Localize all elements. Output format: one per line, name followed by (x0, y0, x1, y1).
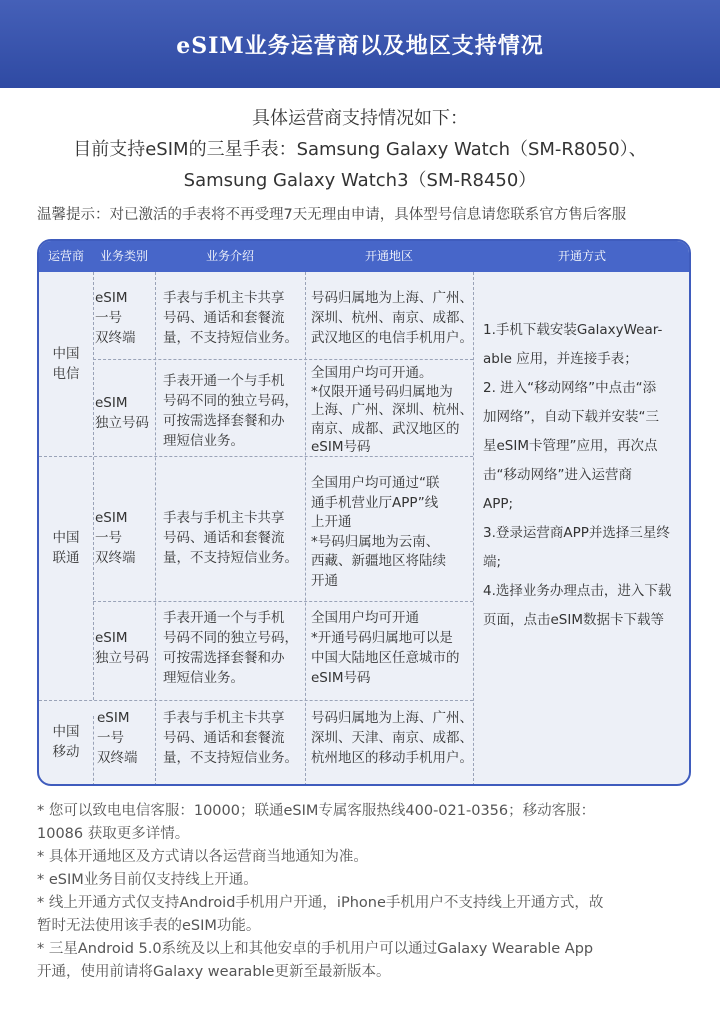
header-intro: 业务介绍 (205, 249, 254, 263)
grid-line (155, 272, 156, 786)
region-cell: 全国用户均可通过“联 通手机营业厅APP”线 上开通 *号码归属地为云南、 西藏、新疆地区将陆续 开通 (311, 475, 446, 589)
footnote-line: * 线上开通方式仅支持Android手机用户开通，iPhone手机用户不支持线上开通方式，故 (37, 895, 604, 911)
category-cell: eSIM 独立号码 (95, 630, 149, 666)
intro-cell: 手表与手机主卡共享 号码、通话和套餐流 量，不支持短信业务。 (163, 710, 298, 766)
footnote-line: 10086 获取更多详情。 (37, 826, 190, 842)
method-line: 加网络”，自动下载并安装“三 (483, 409, 659, 425)
footnote-line: * 您可以致电电信客服：10000；联通eSIM专属客服热线400-021-0356；移动客服： (37, 803, 596, 819)
activation-method (473, 272, 691, 786)
intro-heading: 具体运营商支持情况如下： (252, 108, 468, 129)
warm-tip: 温馨提示：对已激活的手表将不再受理7天无理由申请，具体型号信息请您联系官方售后客服 (37, 207, 627, 223)
method-line: 2. 进入“移动网络”中点击“添 (483, 380, 657, 396)
grid-line (305, 272, 306, 786)
region-cell: 号码归属地为上海、广州、 深圳、天津、南京、成都、 杭州地区的移动手机用户。 (311, 710, 473, 766)
page-title: eSIM业务运营商以及地区支持情况 (176, 32, 544, 59)
intro-watch-line-2: Samsung Galaxy Watch3（SM-R8450） (183, 170, 537, 191)
operator-table (37, 239, 691, 786)
category-cell: eSIM 独立号码 (95, 395, 149, 431)
footnote-line: * 具体开通地区及方式请以各运营商当地通知为准。 (37, 849, 368, 865)
intro-cell: 手表开通一个与手机 号码不同的独立号码， 可按需选择套餐和办 理短信业务。 (163, 373, 298, 449)
operator-mobile: 中国 移动 (52, 724, 80, 760)
category-cell: eSIM 一号 双终端 (95, 510, 136, 566)
region-cell: 全国用户均可开通 *开通号码归属地可以是 中国大陆地区任意城市的 eSIM号码 (311, 610, 460, 686)
header-category: 业务类别 (99, 249, 148, 263)
method-line: 4.选择业务办理点击，进入下载 (483, 583, 672, 599)
method-line: able 应用，并连接手表； (483, 351, 638, 367)
intro-cell: 手表与手机主卡共享 号码、通话和套餐流 量，不支持短信业务。 (163, 510, 298, 566)
method-line: 星eSIM卡管理”应用，再次点 (483, 438, 658, 454)
table-header (39, 241, 691, 272)
footnote-line: * 三星Android 5.0系统及以上和其他安卓的手机用户可以通过Galaxy Wearable App (37, 941, 594, 957)
method-line: 端; (483, 554, 502, 570)
method-line: 3.登录运营商APP并选择三星终 (483, 525, 670, 541)
header-region: 开通地区 (364, 249, 413, 263)
footnote-line: 暂时无法使用该手表的eSIM功能。 (37, 918, 261, 934)
method-line: 页面，点击eSIM数据卡下载等 (483, 612, 665, 628)
region-cell: 号码归属地为上海、广州、 深圳、杭州、南京、成都、 武汉地区的电信手机用户。 (311, 290, 473, 346)
intro-cell: 手表开通一个与手机 号码不同的独立号码， 可按需选择套餐和办 理短信业务。 (163, 610, 298, 686)
grid-line (93, 716, 94, 786)
method-line: APP; (483, 496, 514, 512)
header-operator: 运营商 (47, 249, 84, 263)
category-cell: eSIM 一号 双终端 (97, 710, 138, 766)
method-line: 击“移动网络”进入运营商 (483, 467, 632, 483)
grid-line (93, 272, 94, 700)
method-line: 1.手机下载安装GalaxyWear- (483, 322, 663, 338)
region-cell: 全国用户均可开通。 *仅限开通号码归属地为 上海、广州、深圳、杭州、 南京、成都、武汉地区的 eSIM号码 (311, 365, 473, 455)
operator-telecom: 中国 电信 (52, 346, 80, 382)
title-banner (0, 0, 720, 88)
grid-line (93, 601, 473, 602)
intro-cell: 手表与手机主卡共享 号码、通话和套餐流 量，不支持短信业务。 (163, 290, 298, 346)
footnote-line: 开通，使用前请将Galaxy wearable更新至最新版本。 (37, 964, 391, 980)
footnote-line: * eSIM业务目前仅支持线上开通。 (37, 872, 258, 888)
grid-line (39, 700, 473, 701)
header-method: 开通方式 (557, 249, 606, 263)
category-cell: eSIM 一号 双终端 (95, 290, 136, 346)
grid-line (93, 359, 473, 360)
intro-watch-line-1: 目前支持eSIM的三星手表：Samsung Galaxy Watch（SM-R8050）、 (73, 139, 647, 160)
operator-unicom: 中国 联通 (52, 530, 80, 566)
footnotes (37, 800, 687, 984)
